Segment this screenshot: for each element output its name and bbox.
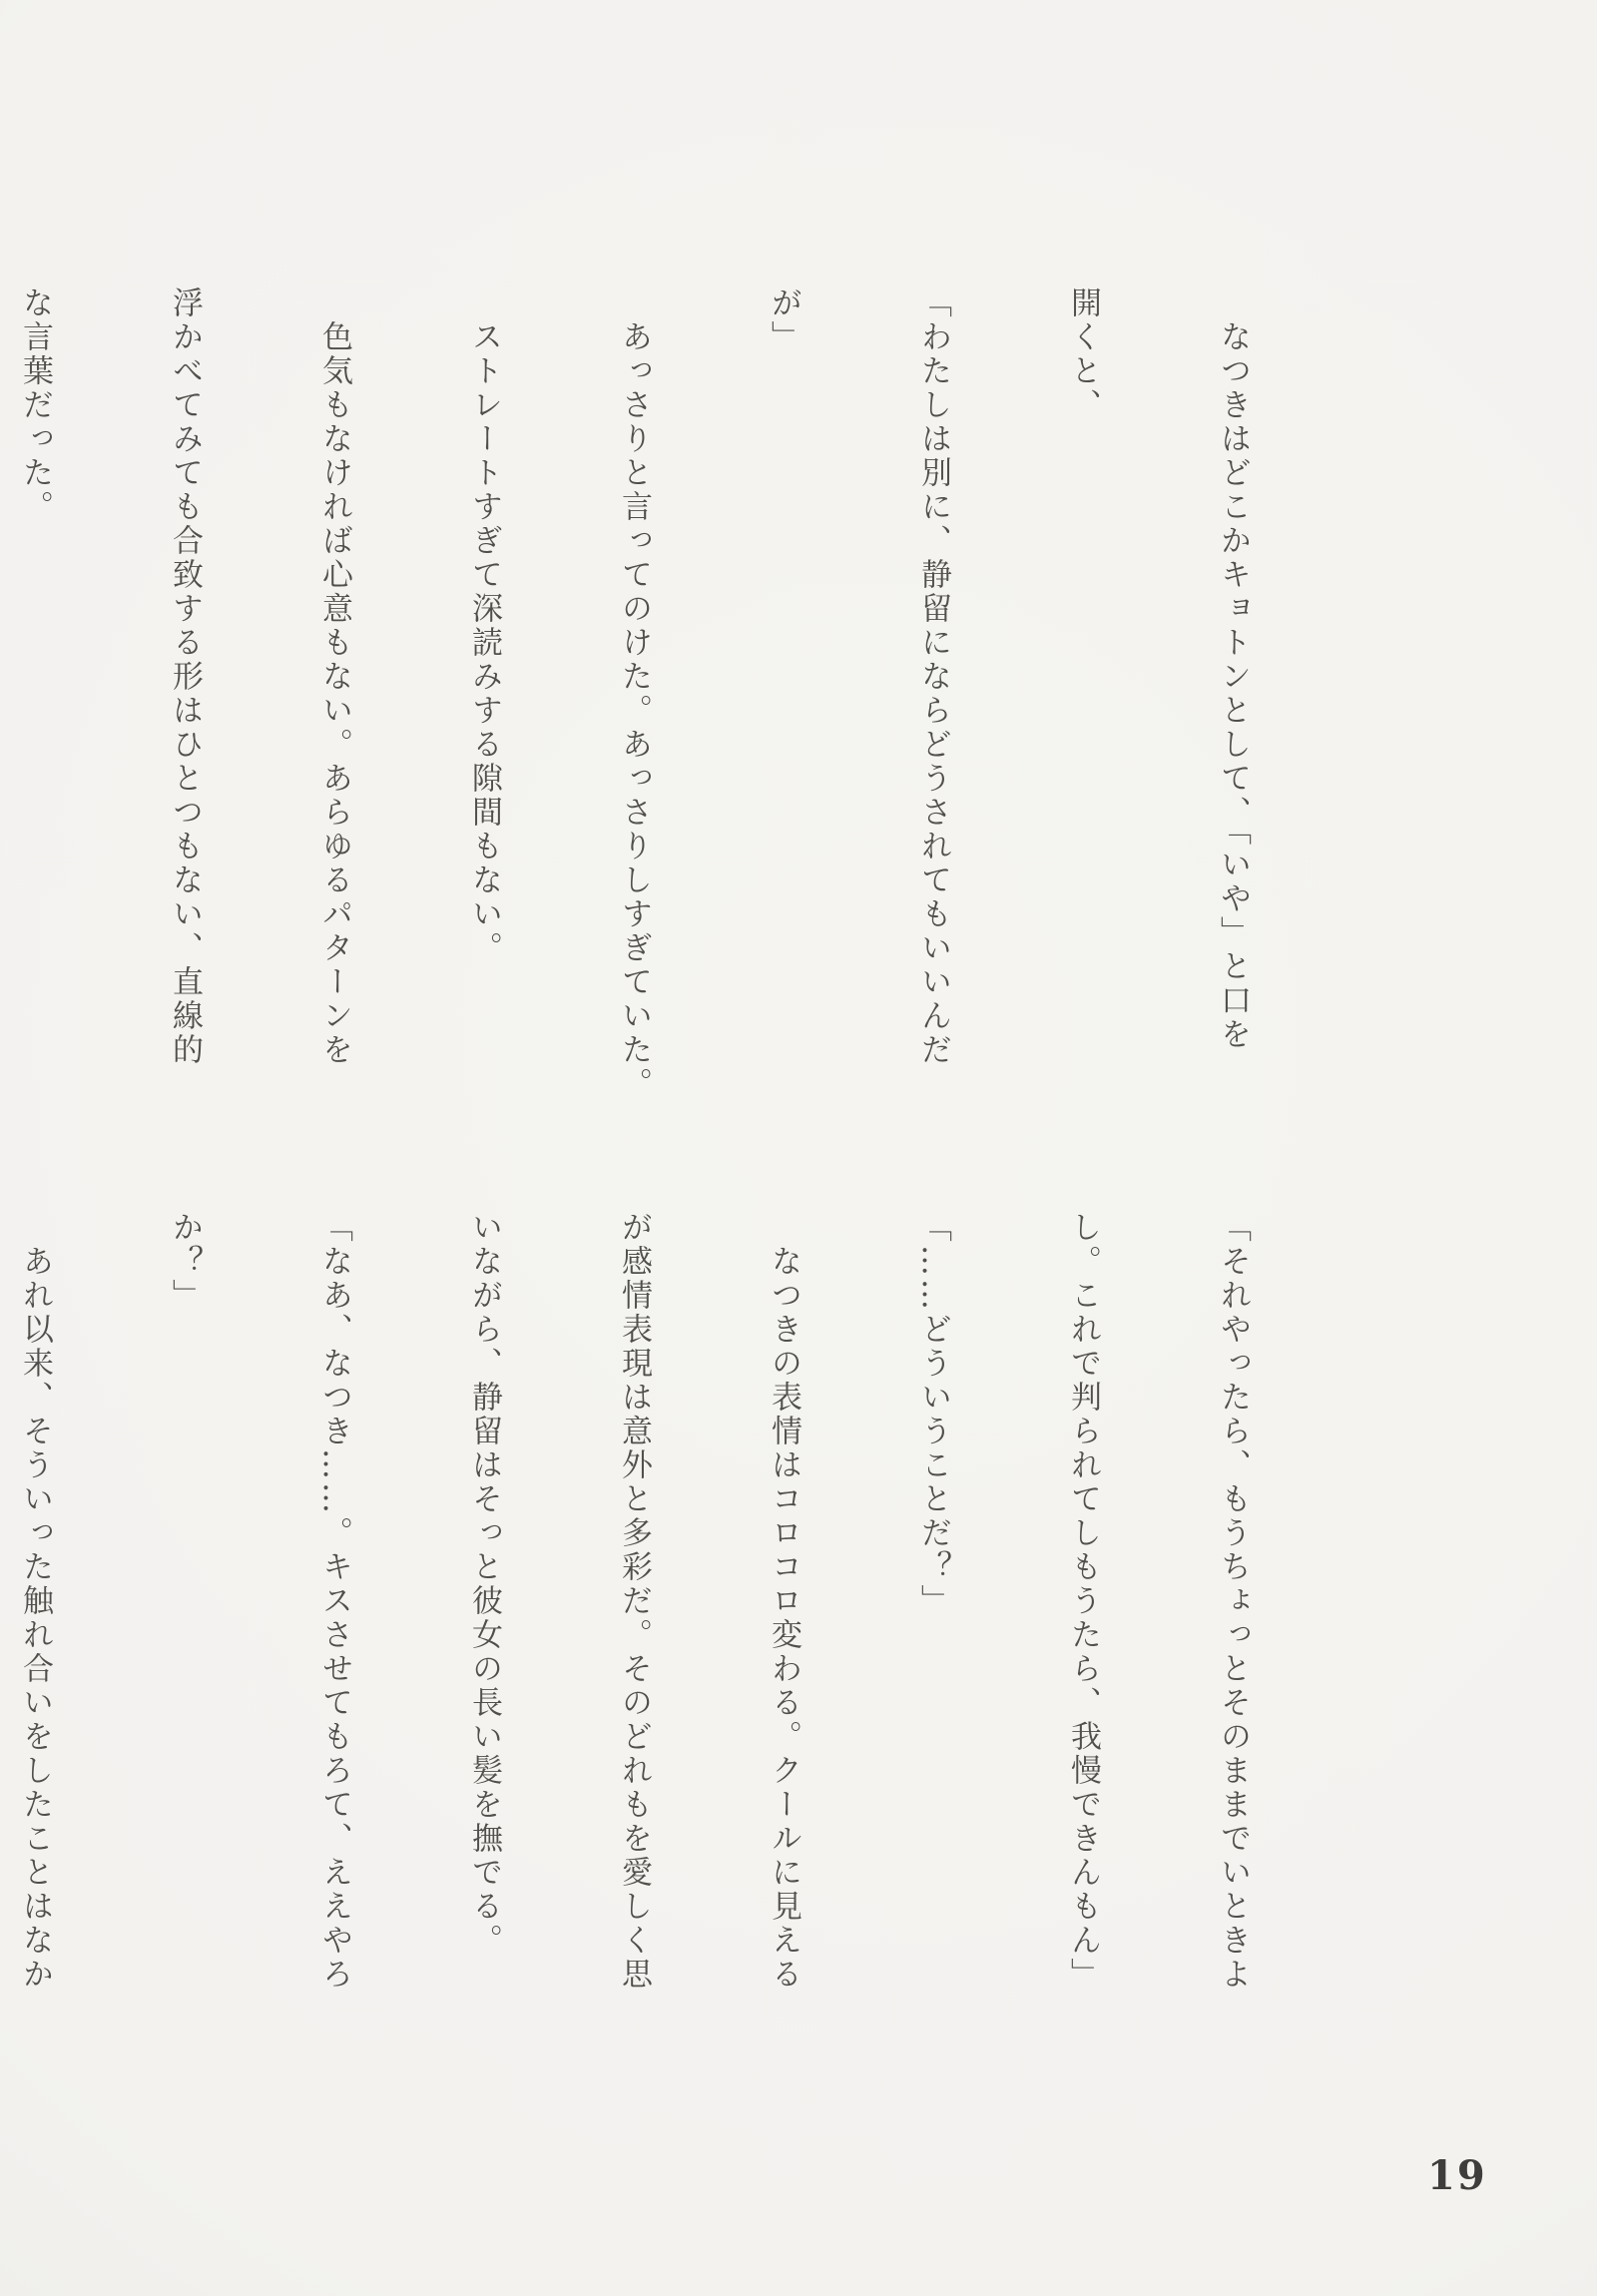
text-line: 色気もなければ心意もない。あらゆるパターンを [316, 287, 352, 1067]
page-number: 19 [1427, 2152, 1487, 2199]
text-line: 「それやったら、もうちょっとそのままでいときよ [1215, 1211, 1251, 1992]
text-line: が感情表現は意外と多彩だ。そのどれもを愛しく思 [616, 1211, 652, 1992]
text-line: ストレートすぎて深読みする隙間もない。 [466, 287, 502, 965]
text-line: 「わたしは別に、静留にならどうされてもいいんだ [915, 287, 951, 1067]
text-line: か？」 [167, 1211, 203, 1313]
text-line: 「……どういうことだ？」 [915, 1211, 951, 1618]
text-line: あっさりと言ってのけた。あっさりしすぎていた。 [616, 287, 652, 1101]
text-line: し。これで判られてしもうたら、我慢できんもん」 [1065, 1211, 1101, 1992]
text-line: 開くと、 [1065, 287, 1101, 422]
text-line: いながら、静留はそっと彼女の長い髪を撫でる。 [466, 1211, 502, 1958]
text-line: あれ以来、そういった触れ合いをしたことはなか [17, 1211, 53, 1992]
text-line: な言葉だった。 [17, 287, 53, 524]
upper-text-block [0, 287, 1357, 1115]
lower-text-block [0, 1211, 1357, 2039]
text-line: 浮かべてみても合致する形はひとつもない、直線的 [167, 287, 203, 1067]
text-line: が」 [766, 287, 801, 354]
text-line: 「なあ、なつき……。キスさせてもろて、ええやろ [316, 1211, 352, 1992]
text-line: なつきの表情はコロコロ変わる。クールに見える [766, 1211, 801, 1992]
text-line: なつきはどこかキョトンとして、「いや」と口を [1215, 287, 1251, 1052]
